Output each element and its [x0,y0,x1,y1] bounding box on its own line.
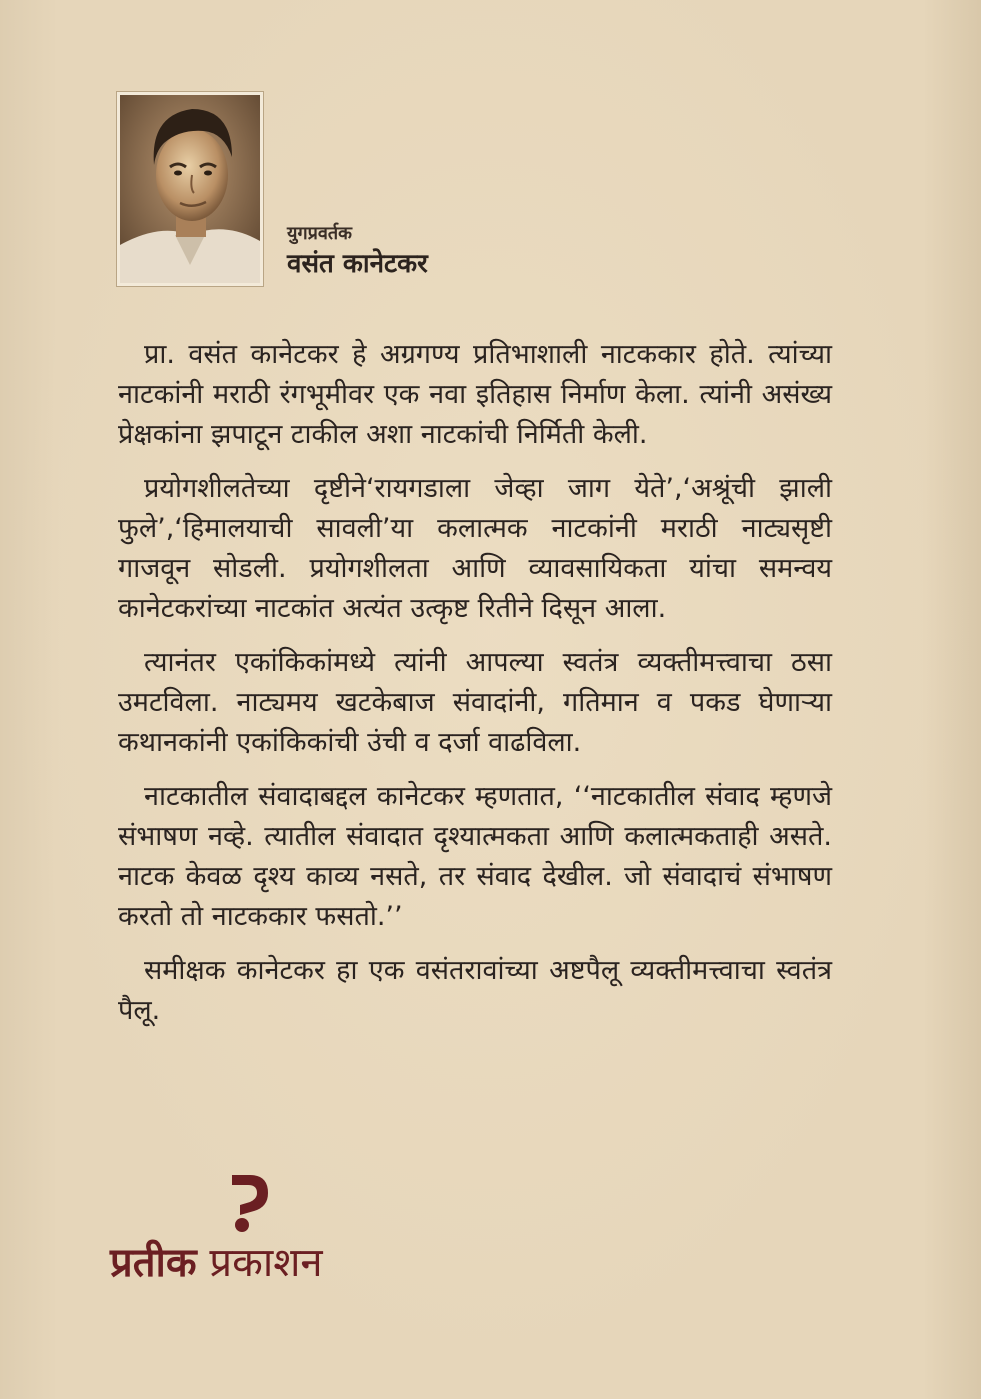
back-cover-blurb [118,335,832,1045]
publisher-name-bold: प्रतीक [110,1240,197,1286]
author-credit [287,222,428,282]
author-photo [117,92,263,286]
publisher-name-regular: प्रकाशन [209,1240,323,1286]
author-name: वसंत कानेटकर [287,249,428,279]
blurb-paragraph: नाटकातील संवादाबद्दल कानेटकर म्हणतात, ‘‘नाटकातील संवाद म्हणजे संभाषण नव्हे. त्यातील संवादात दृश्यात्मकता आणि कलात्मकताही असते. नाटक केवळ दृश्य काव्य नसते, तर संवाद देखील. जो संवादाचं संभाषण करतो तो नाटककार फसतो.’’ [118,781,832,932]
author-portrait-image [120,95,260,283]
blurb-paragraph: प्रा. वसंत कानेटकर हे अग्रगण्य प्रतिभाशाली नाटककार होते. त्यांच्या नाटकांनी मराठी रंगभूमीवर एक नवा इतिहास निर्माण केला. त्यांनी असंख्य प्रेक्षकांना झपाटून टाकील अशा नाटकांची निर्मिती केली. [118,339,832,450]
blurb-paragraph: प्रयोगशीलतेच्या दृष्टीने‘रायगडाला जेव्हा जाग येते’,‘अश्रूंची झाली फुले’,‘हिमालयाची सावली’या कलात्मक नाटकांनी मराठी नाट्यसृष्टी गाजवून सोडली. प्रयोगशीलता आणि व्यावसायिकता यांचा समन्वय कानेटकरांच्या नाटकांत अत्यंत उत्कृष्ट रितीने दिसून आला. [118,473,832,624]
blurb-paragraph: समीक्षक कानेटकर हा एक वसंतरावांच्या अष्टपैलू व्यक्तीमत्त्वाचा स्वतंत्र पैलू. [118,955,832,1026]
author-epithet: युगप्रवर्तक [287,223,352,244]
blurb-paragraph: त्यानंतर एकांकिकांमध्ये त्यांनी आपल्या स्वतंत्र व्यक्तीमत्त्वाचा ठसा उमटविला. नाट्यमय खटकेबाज संवादांनी, गतिमान व पकड घेणाऱ्या कथानकांनी एकांकिकांची उंची व दर्जा वाढविला. [118,647,832,758]
publisher-imprint [110,1175,323,1289]
publisher-logo-icon [228,1175,270,1233]
publisher-name [110,1237,323,1289]
